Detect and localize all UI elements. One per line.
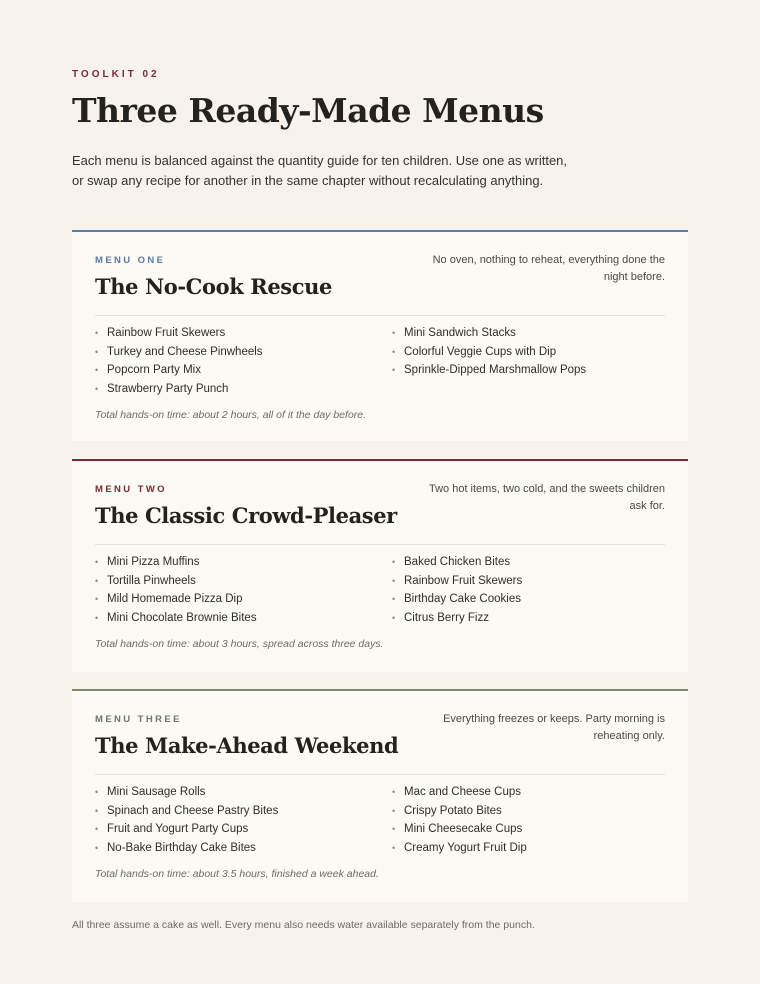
menu-item xyxy=(95,609,375,628)
menu-item-label: Spinach and Cheese Pastry Bites xyxy=(107,804,279,817)
menu-item-label: Rainbow Fruit Skewers xyxy=(404,574,523,587)
menu-item-label: Creamy Yogurt Fruit Dip xyxy=(404,842,527,855)
bullet-icon: • xyxy=(392,365,396,376)
menu-item xyxy=(392,553,672,572)
bullet-icon: • xyxy=(392,824,396,835)
bullet-icon: • xyxy=(95,613,99,624)
menu-item xyxy=(95,783,375,802)
menu-item xyxy=(95,324,375,343)
menu-name: The Classic Crowd-Pleaser xyxy=(95,503,397,528)
menu-description: Two hot items, two cold, and the sweets children ask for. xyxy=(428,483,665,512)
menu-item-label: Mini Sausage Rolls xyxy=(107,786,206,798)
menu-item xyxy=(95,590,375,609)
bullet-icon: • xyxy=(392,346,396,357)
menu-item-label: Citrus Berry Fizz xyxy=(404,612,489,625)
menu-description: No oven, nothing to reheat, everything done the night before. xyxy=(432,254,665,283)
menu-item-label: Tortilla Pinwheels xyxy=(107,574,196,587)
menu-item-label: Sprinkle-Dipped Marshmallow Pops xyxy=(404,364,587,377)
bullet-icon: • xyxy=(95,843,99,854)
menu-divider xyxy=(95,315,665,316)
menu-item-label: Mild Homemade Pizza Dip xyxy=(107,593,243,606)
menu-card-two xyxy=(72,459,688,672)
menu-divider xyxy=(95,774,665,775)
bullet-icon: • xyxy=(95,384,99,395)
menu-item xyxy=(95,343,375,362)
bullet-icon: • xyxy=(95,805,99,816)
menu-items-left xyxy=(95,553,375,628)
menu-item-label: Birthday Cake Cookies xyxy=(404,593,521,606)
menu-item-label: Mini Cheesecake Cups xyxy=(404,823,523,836)
menu-item xyxy=(392,343,672,362)
menu-item-label: Mini Pizza Muffins xyxy=(107,556,200,568)
bullet-icon: • xyxy=(392,805,396,816)
menu-item-label: Popcorn Party Mix xyxy=(107,364,201,377)
menu-item xyxy=(392,839,672,858)
bullet-icon: • xyxy=(392,843,396,854)
menu-card-three xyxy=(72,689,688,902)
bullet-icon: • xyxy=(392,328,396,338)
bullet-icon: • xyxy=(95,557,99,567)
menu-label: MENU ONE xyxy=(95,255,166,266)
menu-item xyxy=(95,572,375,591)
menu-item xyxy=(392,361,672,380)
menu-item xyxy=(95,802,375,821)
menu-item-label: Strawberry Party Punch xyxy=(107,383,229,396)
menu-item xyxy=(392,783,672,802)
menu-item-label: Baked Chicken Bites xyxy=(404,556,511,568)
menu-label: MENU THREE xyxy=(95,714,182,725)
bullet-icon: • xyxy=(392,575,396,586)
menu-item xyxy=(95,380,375,399)
menu-item xyxy=(392,820,672,839)
menu-item-label: Mac and Cheese Cups xyxy=(404,786,521,798)
section-kicker: TOOLKIT 02 xyxy=(72,69,160,80)
menu-items-right xyxy=(392,783,672,858)
menu-time-note: Total hands-on time: about 3.5 hours, finished a week ahead. xyxy=(95,868,379,880)
menu-item xyxy=(392,324,672,343)
menu-items-left xyxy=(95,783,375,858)
menu-item-label: Rainbow Fruit Skewers xyxy=(107,327,226,339)
intro-paragraph: Each menu is balanced against the quantity guide for ten children. Use one as written, or swap any recipe for another in the same chapter without recalculating anything. xyxy=(72,153,568,188)
menu-name: The No-Cook Rescue xyxy=(95,274,332,299)
bullet-icon: • xyxy=(95,346,99,357)
menu-time-note: Total hands-on time: about 3 hours, spread across three days. xyxy=(95,638,384,650)
menu-description: Everything freezes or keeps. Party morning is reheating only. xyxy=(443,713,665,742)
bullet-icon: • xyxy=(392,557,396,567)
menu-item-label: Colorful Veggie Cups with Dip xyxy=(404,345,557,358)
menu-time-note: Total hands-on time: about 2 hours, all of it the day before. xyxy=(95,409,367,421)
menu-item-label: Turkey and Cheese Pinwheels xyxy=(107,345,263,358)
bullet-icon: • xyxy=(95,328,99,338)
menu-item-label: Mini Chocolate Brownie Bites xyxy=(107,612,257,625)
menu-card-one xyxy=(72,230,688,441)
bullet-icon: • xyxy=(95,824,99,835)
bullet-icon: • xyxy=(392,613,396,624)
menu-item-label: Mini Sandwich Stacks xyxy=(404,327,516,339)
menu-item xyxy=(95,839,375,858)
bullet-icon: • xyxy=(392,787,396,797)
bullet-icon: • xyxy=(95,594,99,605)
menu-divider xyxy=(95,544,665,545)
menu-label: MENU TWO xyxy=(95,484,167,495)
bullet-icon: • xyxy=(95,575,99,586)
menu-items-left xyxy=(95,324,375,399)
footer-note: All three assume a cake as well. Every menu also needs water available separately from the punch. xyxy=(72,919,535,931)
menu-item xyxy=(95,553,375,572)
page-title: Three Ready-Made Menus xyxy=(72,91,544,130)
page xyxy=(72,0,688,880)
bullet-icon: • xyxy=(95,787,99,797)
menu-item-label: Crispy Potato Bites xyxy=(404,804,502,817)
menu-item xyxy=(95,820,375,839)
menu-item-label: No-Bake Birthday Cake Bites xyxy=(107,842,256,855)
menu-item xyxy=(95,361,375,380)
menu-item xyxy=(392,802,672,821)
menu-item-label: Fruit and Yogurt Party Cups xyxy=(107,823,249,836)
bullet-icon: • xyxy=(392,594,396,605)
menu-items-right xyxy=(392,324,672,380)
menu-item xyxy=(392,590,672,609)
menu-item xyxy=(392,572,672,591)
bullet-icon: • xyxy=(95,365,99,376)
menu-item xyxy=(392,609,672,628)
menu-name: The Make-Ahead Weekend xyxy=(95,733,399,758)
menu-items-right xyxy=(392,553,672,628)
